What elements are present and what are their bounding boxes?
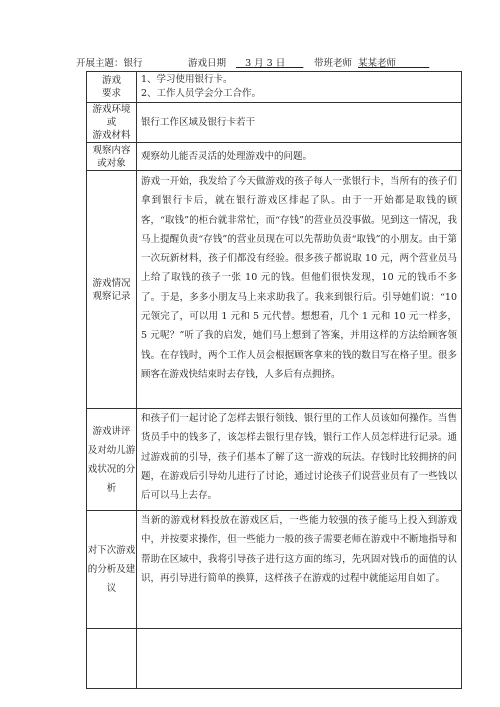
game-record-table	[86, 71, 462, 689]
content-environment: 银行工作区域及银行卡若干	[137, 103, 462, 143]
content-next: 当新的游戏材料投放在游戏区后，一些能力较强的孩子能马上投入到游戏中，并按要求操作，但一些能力一般的孩子需要老师在游戏中不断地指导和帮助在区域中，我将引导孩子进行这方面的练习，先巩固对钱币的面值的认识，再引导进行简单的换算，这样孩子在游戏的过程中就能运用自如了。	[137, 511, 462, 629]
label-requirements: 游戏 要求	[87, 72, 137, 103]
content-observation: 观察幼儿能否灵活的处理游戏中的问题。	[137, 143, 462, 171]
row-next	[87, 511, 462, 629]
document-header	[76, 57, 466, 71]
label-next: 对下次游戏 的分析及建 议	[87, 511, 137, 629]
content-record: 游戏一开始，我发给了今天做游戏的孩子每人一张银行卡，当所有的孩子们拿到银行卡后，就在银行游戏区排起了队。由于一开始都是取钱的顾客，“取钱”的柜台就非常忙，而“存钱”的营业员没事做。见到这一情况，我马上提醒负责“存钱”的营业员现在可以先帮助负责“取钱”的小朋友。由于第一次玩新材料，孩子们都没有经验。很多孩子都说取 10 元，两个营业员马上给了取钱的孩子一张 10 元的钱。但他们很快发现，10 元的钱币不多了。于是，多多小朋友马上来求助我了。我来到银行后。引导她们说：“10 元领完了，可以用 1 元和 5 元代替。想想看，几个 1 元和 10 元一样多，5 元呢？”听了我的启发，她们马上想到了答案，并用这样的方法给顾客领钱。在存钱时，两个工作人员会根据顾客拿来的钱的数目写在格子里。很多顾客在游戏快结束时去存钱，人多后有点拥挤。	[137, 171, 462, 409]
row-record	[87, 171, 462, 409]
content-review: 和孩子们一起讨论了怎样去银行领钱、银行里的工作人员该如何操作。当售货员手中的钱多了，该怎样去银行里存钱，银行工作人员怎样进行记录。通过游戏前的引导，孩子们基本了解了这一游戏的玩法。存钱时比较拥挤的问题，在游戏后引导幼儿进行了讨论，通过讨论孩子们说营业员有了一些钱以后可以马上去存。	[137, 409, 462, 511]
row-blank	[87, 629, 462, 689]
content-blank	[137, 629, 462, 689]
requirement-item: 2、工作人员学会分工合作。	[141, 88, 262, 99]
label-blank	[87, 629, 137, 689]
teacher-label: 带班老师	[314, 58, 353, 69]
label-environment: 游戏环境 或 游戏材料	[87, 103, 137, 143]
label-review: 游戏讲评 及对幼儿游 戏状况的分 析	[87, 409, 137, 511]
theme-label: 开展主题：银行	[76, 58, 143, 69]
row-requirements	[87, 72, 462, 103]
row-observation	[87, 143, 462, 171]
row-review	[87, 409, 462, 511]
date-value: 3 月 3 日	[245, 58, 286, 69]
teacher-value: 某某老师	[358, 58, 397, 69]
label-observation: 观察内容 或对象	[87, 143, 137, 171]
label-record: 游戏情况 观察记录	[87, 171, 137, 409]
requirement-item: 1、学习使用银行卡。	[141, 74, 233, 85]
row-environment	[87, 103, 462, 143]
content-requirements	[137, 72, 462, 103]
date-label: 游戏日期	[188, 58, 227, 69]
